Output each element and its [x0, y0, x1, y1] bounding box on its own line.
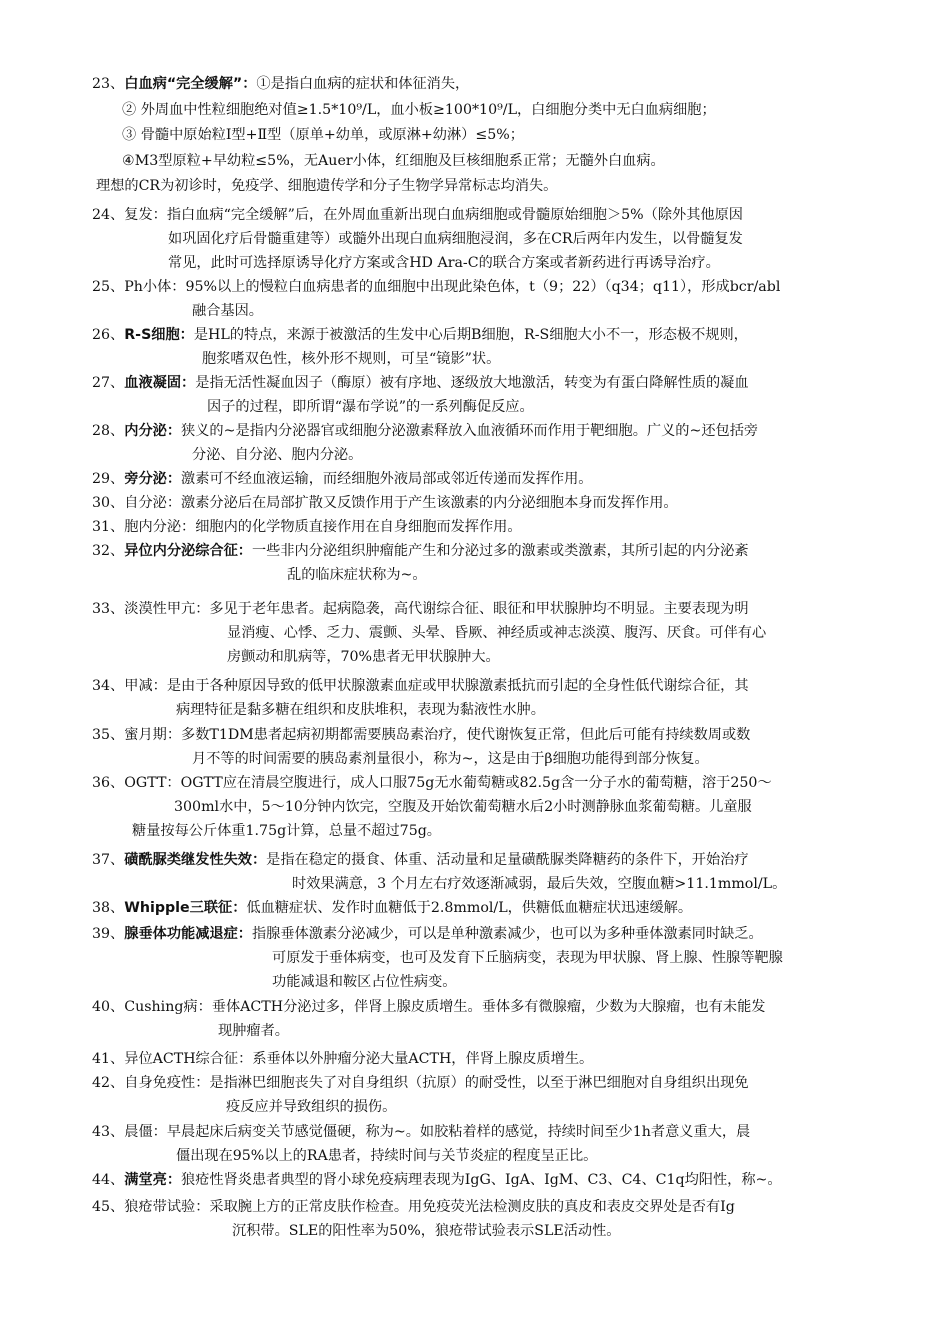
entry-first-line — [92, 371, 867, 395]
entry-first-line — [92, 1120, 867, 1144]
entry-definition-line: 多数T1DM患者起病初期都需要胰岛素治疗，使代谢恢复正常，但此后可能有持续数周或数 — [181, 727, 751, 743]
entry-term: 淡漠性甲亢： — [124, 601, 210, 617]
entry-number: 24、 — [92, 207, 125, 223]
entry-term: 自身免疫性： — [124, 1075, 210, 1091]
entry-number: 28、 — [92, 423, 125, 439]
glossary-entry — [92, 203, 867, 275]
glossary-entry — [92, 674, 867, 722]
entry-first-line — [92, 723, 867, 747]
entry-number: 38、 — [92, 900, 125, 916]
glossary-entry — [92, 419, 867, 467]
entry-first-line — [92, 467, 867, 491]
entry-first-line — [92, 491, 867, 515]
entry-number: 27、 — [92, 375, 125, 391]
entry-first-line — [92, 275, 867, 299]
entry-term: 磺酰脲类继发性失效： — [124, 852, 267, 868]
entry-definition-line: ①是指白血病的症状和体征消失， — [256, 76, 470, 92]
glossary-entry — [92, 1047, 867, 1071]
entry-definition-line: 因子的过程，即所谓“瀑布学说”的一系列酶促反应。 — [207, 399, 534, 415]
entry-number: 45、 — [92, 1199, 125, 1215]
entry-number: 32、 — [92, 543, 125, 559]
entry-first-line — [92, 896, 867, 920]
entry-definition-line: 胞浆嗜双色性，核外形不规则，可呈“镜影”状。 — [202, 351, 501, 367]
entry-definition-line: 融合基因。 — [192, 303, 263, 319]
entry-definition-line: 月不等的时间需要的胰岛素剂量很小，称为~，这是由于β细胞功能得到部分恢复。 — [192, 751, 709, 767]
entry-number: 39、 — [92, 926, 125, 942]
glossary-entry — [92, 275, 867, 323]
entry-definition-line: 是由于各种原因导致的低甲状腺激素血症或甲状腺激素抵抗而引起的全身性低代谢综合征，其 — [166, 678, 749, 694]
entry-sub-item: ③ 骨髓中原始粒Ⅰ型+Ⅱ型（原单+幼单，或原淋+幼淋）≤5%； — [122, 127, 524, 143]
entry-term: 内分泌： — [124, 423, 182, 439]
entry-definition-line: 是指无活性凝血因子（酶原）被有序地、逐级放大地激活，转变为有蛋白降解性质的凝血 — [195, 375, 749, 391]
entry-first-line — [92, 848, 867, 872]
entry-definition-line: 现肿瘤者。 — [218, 1023, 289, 1039]
entry-definition-line: OGTT应在清晨空腹进行，成人口服75g无水葡萄糖或82.5g含一分子水的葡萄糖，溶于250～ — [180, 775, 772, 791]
entry-definition-line: 指腺垂体激素分泌减少，可以是单种激素减少，也可以为多种垂体激素同时缺乏。 — [251, 926, 763, 942]
entry-definition-line: 狼疮性肾炎患者典型的肾小球免疫病理表现为IgG、IgA、IgM、C3、C4、C1q均阳性，称~。 — [181, 1172, 782, 1188]
entry-term: 白血病“完全缓解”： — [124, 76, 257, 92]
entry-definition-line: 显消瘦、心悸、乏力、震颤、头晕、昏厥、神经质或神志淡漠、腹泻、厌食。可伴有心 — [227, 625, 767, 641]
glossary-entry — [92, 922, 867, 994]
entry-term: 自分泌： — [124, 495, 182, 511]
entry-definition-line: 僵出现在95%以上的RA患者，持续时间与关节炎症的程度呈正比。 — [176, 1148, 598, 1164]
entry-definition-line: 糖量按每公斤体重1.75g计算，总量不超过75g。 — [132, 823, 441, 839]
entry-definition-line: 激素可不经血液运输，而经细胞外液局部或邻近传递而发挥作用。 — [181, 471, 593, 487]
entry-first-line — [92, 995, 867, 1019]
entry-term: Whipple三联征： — [124, 900, 247, 916]
entry-first-line — [92, 515, 867, 539]
entry-number: 33、 — [92, 601, 125, 617]
entry-number: 29、 — [92, 471, 125, 487]
entry-first-line — [92, 539, 867, 563]
entry-number: 23、 — [92, 76, 125, 92]
entry-definition-line: 疫反应并导致组织的损伤。 — [226, 1099, 397, 1115]
entry-definition-line: 采取腕上方的正常皮肤作检查。用免疫荧光法检测皮肤的真皮和表皮交界处是否有Ig — [209, 1199, 735, 1215]
glossary-entry — [92, 371, 867, 419]
entry-number: 41、 — [92, 1051, 125, 1067]
entry-number: 34、 — [92, 678, 125, 694]
entry-number: 37、 — [92, 852, 125, 868]
entry-definition-line: 分泌、自分泌、胞内分泌。 — [192, 447, 363, 463]
entry-sub-item: 理想的CR为初诊时，免疫学、细胞遗传学和分子生物学异常标志均消失。 — [96, 178, 558, 194]
glossary-entry — [92, 1071, 867, 1119]
entry-definition-line: 如巩固化疗后骨髓重建等）或髓外出现白血病细胞浸润，多在CR后两年内发生，以骨髓复发 — [168, 231, 743, 247]
entry-number: 25、 — [92, 279, 125, 295]
entry-definition-line: 低血糖症状、发作时血糖低于2.8mmol/L，供糖低血糖症状迅速缓解。 — [246, 900, 693, 916]
entry-sub-item: ② 外周血中性粒细胞绝对值≥1.5*10⁹/L，血小板≥100*10⁹/L，白细胞分类中无白血病细胞； — [122, 101, 716, 118]
entry-term: 满堂亮： — [124, 1172, 182, 1188]
entry-definition-line: 多见于老年患者。起病隐袭，高代谢综合征、眼征和甲状腺肿均不明显。主要表现为明 — [209, 601, 749, 617]
entry-definition-line: 95%以上的慢粒白血病患者的血细胞中出现此染色体，t（9；22）（q34；q11），形成bcr/abl — [185, 279, 781, 295]
entry-first-line — [92, 1168, 867, 1192]
entry-term: 异位内分泌综合征： — [124, 543, 252, 559]
glossary-entry — [92, 848, 867, 896]
entry-number: 36、 — [92, 775, 125, 791]
entry-definition-line: 垂体ACTH分泌过多，伴肾上腺皮质增生。垂体多有微腺瘤，少数为大腺瘤，也有未能发 — [211, 999, 766, 1015]
entry-number: 43、 — [92, 1124, 125, 1140]
entry-term: 狼疮带试验： — [124, 1199, 210, 1215]
glossary-entry — [92, 72, 867, 200]
entry-first-line — [92, 1195, 867, 1219]
entry-first-line — [92, 1047, 867, 1071]
glossary-entry — [92, 515, 867, 539]
entry-number: 35、 — [92, 727, 125, 743]
entry-term: R-S细胞： — [124, 327, 194, 343]
entry-definition-line: 300ml水中，5～10分钟内饮完，空腹及开始饮葡萄糖水后2小时测静脉血浆葡萄糖。儿童服 — [174, 799, 752, 815]
glossary-entry — [92, 467, 867, 491]
entry-definition-line: 房颤动和肌病等，70%患者无甲状腺肿大。 — [227, 649, 500, 665]
entry-definition-line: 是指淋巴细胞丧失了对自身组织（抗原）的耐受性，以至于淋巴细胞对自身组织出现免 — [209, 1075, 749, 1091]
glossary-entry — [92, 896, 867, 920]
entry-definition-line: 早晨起床后病变关节感觉僵硬，称为~。如胶粘着样的感觉，持续时间至少1h者意义重大，晨 — [166, 1124, 751, 1140]
glossary-entry — [92, 1168, 867, 1192]
entry-definition-line: 指白血病“完全缓解”后，在外周血重新出现白血病细胞或骨髓原始细胞＞5%（除外其他原因 — [166, 207, 743, 223]
glossary-entry — [92, 1195, 867, 1243]
entry-first-line — [92, 419, 867, 443]
entry-first-line — [92, 597, 867, 621]
entry-definition-line: 激素分泌后在局部扩散又反馈作用于产生该激素的内分泌细胞本身而发挥作用。 — [181, 495, 678, 511]
entry-definition-line: 常见，此时可选择原诱导化疗方案或含HD Ara-C的联合方案或者新药进行再诱导治疗。 — [168, 255, 720, 271]
glossary-entry — [92, 1120, 867, 1168]
entry-definition-line: 是指在稳定的摄食、体重、活动量和足量磺酰脲类降糖药的条件下，开始治疗 — [266, 852, 749, 868]
entry-definition-line: 沉积带。SLE的阳性率为50%，狼疮带试验表示SLE活动性。 — [232, 1223, 621, 1239]
entry-first-line — [92, 1071, 867, 1095]
entry-first-line — [92, 922, 867, 946]
glossary-entry — [92, 771, 867, 843]
glossary-entry — [92, 995, 867, 1043]
entry-first-line — [92, 323, 867, 347]
entry-term: 晨僵： — [124, 1124, 167, 1140]
glossary-entry — [92, 539, 867, 587]
entry-term: Cushing病： — [124, 999, 212, 1015]
entry-definition-line: 是HL的特点，来源于被激活的生发中心后期B细胞，R-S细胞大小不一，形态极不规则， — [193, 327, 748, 343]
entry-term: 胞内分泌： — [124, 519, 196, 535]
entry-number: 26、 — [92, 327, 125, 343]
entry-number: 30、 — [92, 495, 125, 511]
entry-term: 甲减： — [124, 678, 167, 694]
entry-term: 蜜月期： — [124, 727, 182, 743]
entry-definition-line: 系垂体以外肿瘤分泌大量ACTH，伴肾上腺皮质增生。 — [252, 1051, 594, 1067]
entry-sub-item: ④M3型原粒+早幼粒≤5%，无Auer小体，红细胞及巨核细胞系正常；无髓外白血病。 — [122, 152, 665, 169]
entry-number: 42、 — [92, 1075, 125, 1091]
entry-term: 异位ACTH综合征： — [124, 1051, 253, 1067]
entry-definition-line: 病理特征是黏多糖在组织和皮肤堆积，表现为黏液性水肿。 — [176, 702, 545, 718]
entry-definition-line: 功能减退和鞍区占位性病变。 — [272, 974, 457, 990]
entry-number: 40、 — [92, 999, 125, 1015]
glossary-entry — [92, 491, 867, 515]
entry-term: OGTT： — [124, 775, 181, 791]
entry-first-line — [92, 771, 867, 795]
glossary-entry — [92, 723, 867, 771]
entry-term: 复发： — [124, 207, 167, 223]
entry-definition-line: 细胞内的化学物质直接作用在自身细胞而发挥作用。 — [195, 519, 522, 535]
entry-term: 腺垂体功能减退症： — [124, 926, 252, 942]
entry-number: 31、 — [92, 519, 125, 535]
entry-definition-line: 狭义的~是指内分泌器官或细胞分泌激素释放入血液循环而作用于靶细胞。广义的~还包括旁 — [181, 423, 759, 439]
entry-first-line — [92, 72, 867, 98]
entry-term: 旁分泌： — [124, 471, 182, 487]
glossary-entry — [92, 597, 867, 669]
entry-number: 44、 — [92, 1172, 125, 1188]
entry-term: 血液凝固： — [124, 375, 196, 391]
entry-definition-line: 时效果满意，3 个月左右疗效逐渐减弱，最后失效，空腹血糖>11.1mmol/L。 — [292, 876, 787, 892]
entry-definition-line: 乱的临床症状称为~。 — [287, 567, 427, 583]
entry-first-line — [92, 674, 867, 698]
glossary-entry — [92, 323, 867, 371]
entry-first-line — [92, 203, 867, 227]
entry-definition-line: 一些非内分泌组织肿瘤能产生和分泌过多的激素或类激素，其所引起的内分泌紊 — [251, 543, 749, 559]
entry-term: Ph小体： — [124, 279, 186, 295]
entry-definition-line: 可原发于垂体病变，也可及发育下丘脑病变，表现为甲状腺、肾上腺、性腺等靶腺 — [272, 950, 783, 966]
